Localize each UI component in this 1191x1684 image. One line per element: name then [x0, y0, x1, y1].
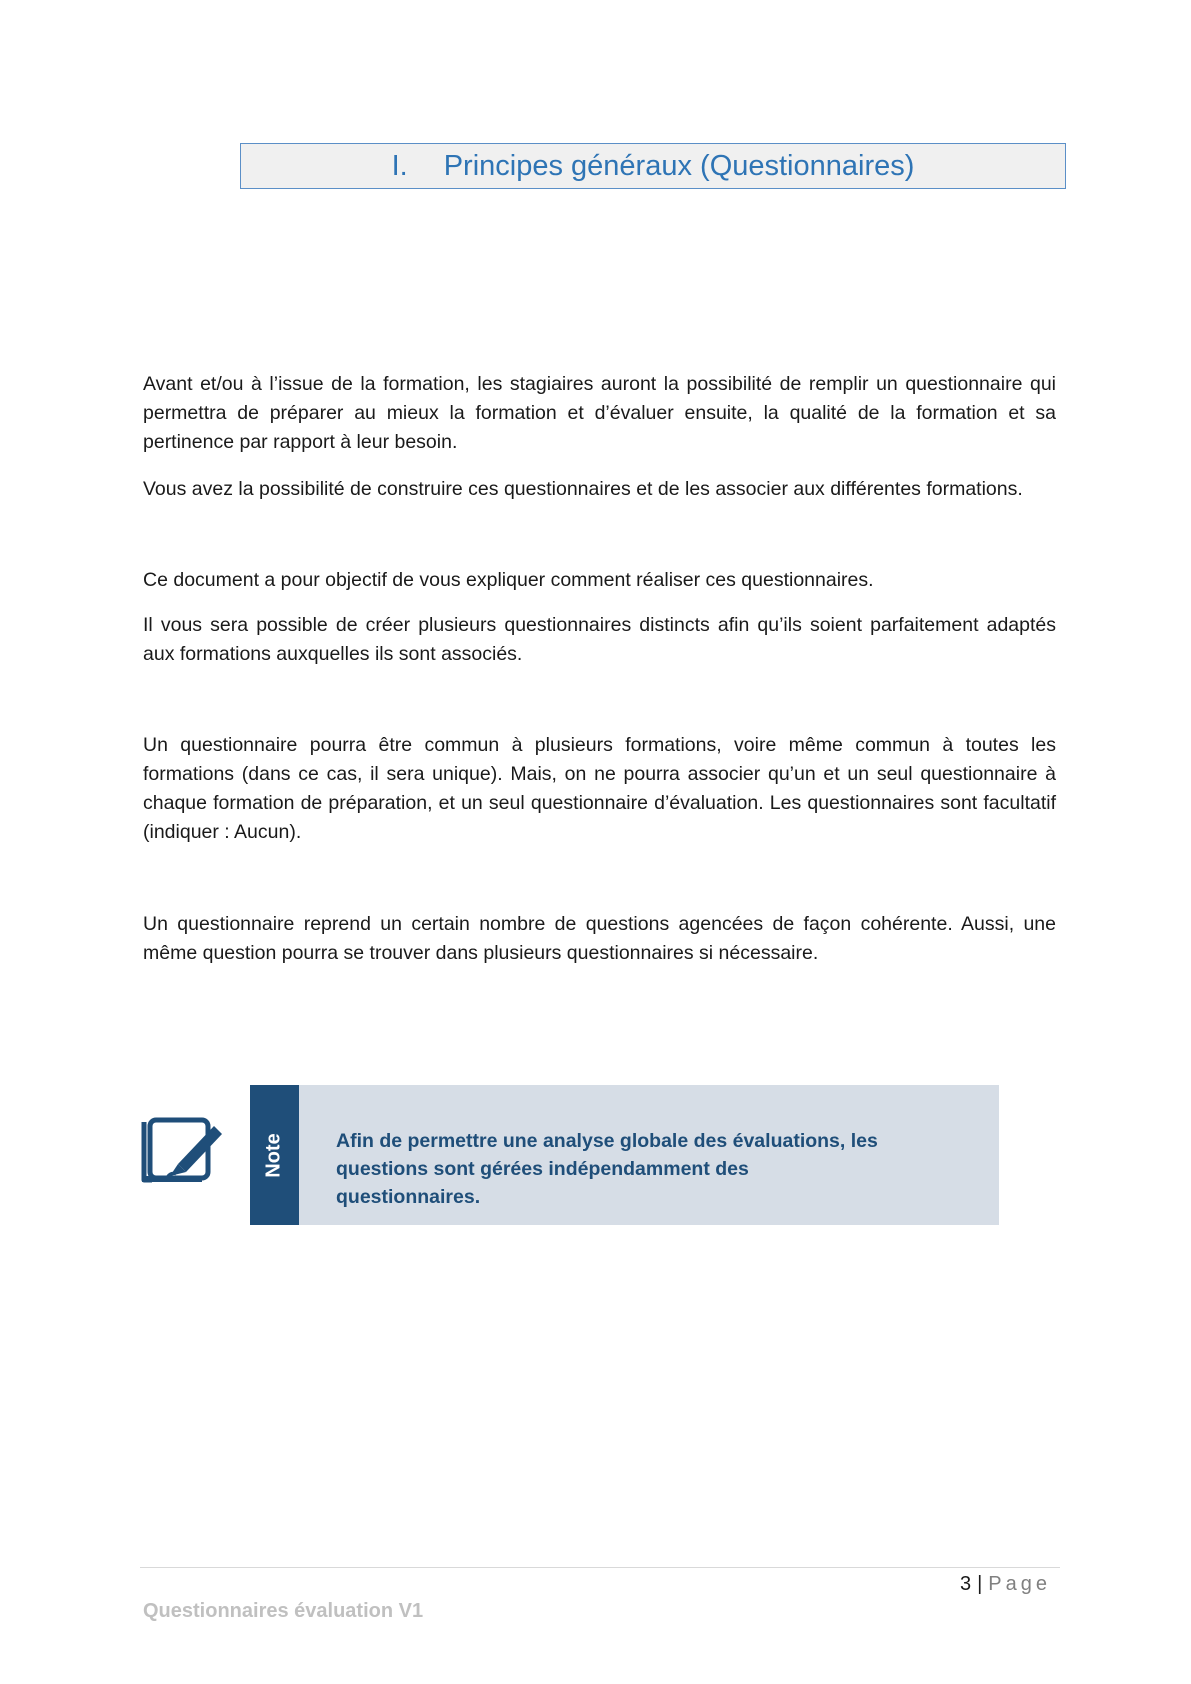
footer-divider [140, 1567, 1060, 1568]
footer-document-title: Questionnaires évaluation V1 [143, 1600, 424, 1622]
section-title: Principes généraux (Questionnaires) [443, 149, 915, 182]
page-number [960, 1573, 1051, 1596]
section-number: I. [391, 149, 408, 182]
note-text: Afin de permettre une analyse globale des évaluations, les questions sont gérées indépendamment des questionnaires. [336, 1130, 878, 1208]
note-edit-icon [140, 1116, 226, 1186]
section-heading [240, 143, 1066, 189]
page-number-value: 3 [959, 1573, 972, 1595]
note-panel [299, 1085, 999, 1225]
paragraph-possibility: Vous avez la possibilité de construire ces questionnaires et de les associer aux différentes formations. [143, 478, 1023, 500]
page-separator: | [977, 1573, 983, 1595]
paragraph-questions: Un questionnaire reprend un certain nombre de questions agencées de façon cohérente. Aussi, une même question pourra se trouver dans plusieurs questionnaires si nécessaire. [143, 913, 1056, 964]
paragraph-multiple: Il vous sera possible de créer plusieurs questionnaires distincts afin qu’ils soient parfaitement adaptés aux formations auxquelles ils sont associés. [143, 614, 1056, 665]
paragraph-intro: Avant et/ou à l’issue de la formation, les stagiaires auront la possibilité de remplir un questionnaire qui permettra de préparer au mieux la formation et d’évaluer ensuite, la qualité de la formation et sa pertinence par rapport à leur besoin. [143, 373, 1056, 453]
paragraph-objective: Ce document a pour objectif de vous expliquer comment réaliser ces questionnaires. [143, 569, 874, 591]
note-tab [250, 1085, 299, 1225]
page-word: Page [988, 1573, 1051, 1595]
paragraph-common: Un questionnaire pourra être commun à plusieurs formations, voire même commun à toutes les formations (dans ce cas, il sera unique). Mais, on ne pourra associer qu’un et un seul questionnaire à chaque formation de préparation, et un seul questionnaire d’évaluation. Les questionnaires sont facultatif (indiquer : Aucun). [143, 734, 1056, 843]
note-label: Note [262, 1132, 285, 1178]
